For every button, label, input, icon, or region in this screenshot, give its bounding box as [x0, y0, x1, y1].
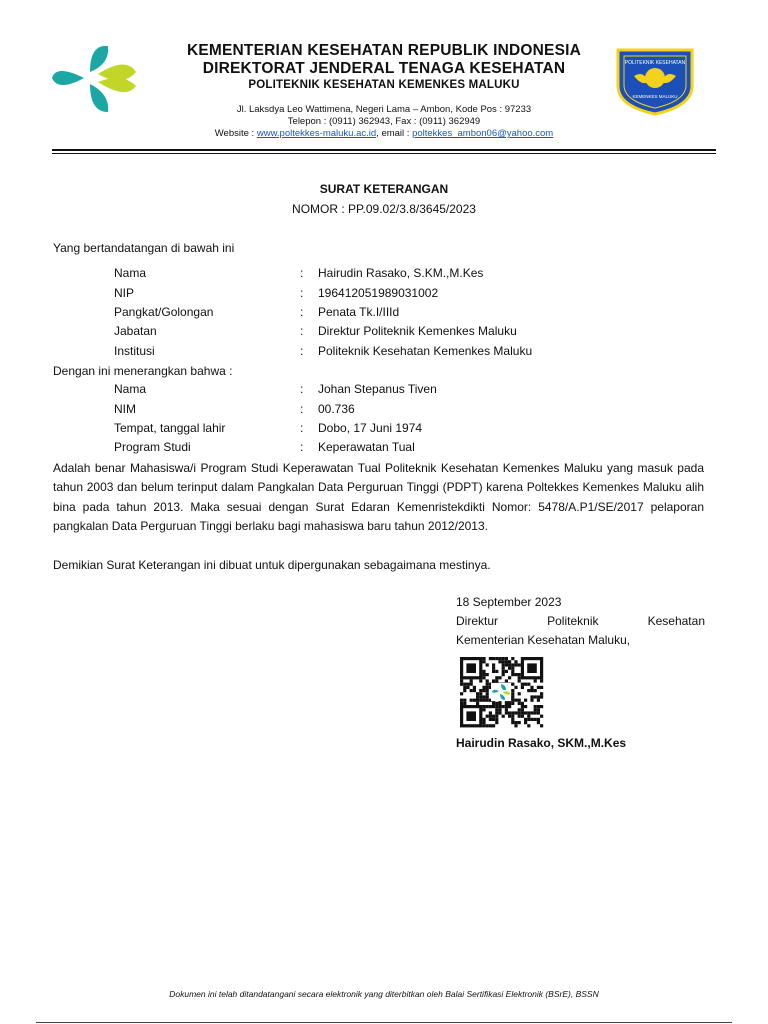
- letter-title: SURAT KETERANGAN: [319, 182, 449, 196]
- signer-position-label: Jabatan: [114, 324, 157, 338]
- signer-institution-label: Institusi: [114, 344, 155, 358]
- email-label: , email :: [376, 128, 413, 139]
- header-directorate: DIREKTORAT JENDERAL TENAGA KESEHATAN: [202, 60, 566, 77]
- field-colon: :: [300, 344, 304, 358]
- field-colon: :: [300, 286, 304, 300]
- student-birth-value: Dobo, 17 Juni 1974: [318, 421, 423, 435]
- field-colon: :: [300, 440, 304, 454]
- website-label: Website :: [214, 128, 257, 139]
- header-ministry: KEMENTERIAN KESEHATAN REPUBLIK INDONESIA: [186, 42, 582, 59]
- statement-text: Dengan ini menerangkan bahwa :: [53, 364, 233, 378]
- seal-text-top: POLITEKNIK KESEHATAN: [624, 60, 686, 66]
- intro-text: Yang bertandatangan di bawah ini: [53, 241, 235, 255]
- header-phone: Telepon : (0911) 362943, Fax : (0911) 362949: [287, 116, 481, 127]
- signer-rank-value: Penata Tk.I/IIId: [318, 305, 400, 319]
- website-link[interactable]: www.poltekkes-maluku.ac.id: [256, 128, 377, 139]
- student-birth-label: Tempat, tanggal lahir: [114, 421, 226, 435]
- signer-nip-value: 196412051989031002: [318, 286, 439, 300]
- signature-position-line2: Kementerian Kesehatan Maluku,: [456, 633, 631, 647]
- header-institution: POLITEKNIK KESEHATAN KEMENKES MALUKU: [248, 79, 520, 91]
- signer-name-value: Hairudin Rasako, S.KM.,M.Kes: [318, 266, 484, 280]
- header-contact: [120, 128, 648, 139]
- header-address: Jl. Laksdya Leo Wattimena, Negeri Lama – Ambon, Kode Pos : 97233: [236, 104, 532, 115]
- field-colon: :: [300, 382, 304, 396]
- signer-name-label: Nama: [114, 266, 147, 280]
- field-colon: :: [300, 402, 304, 416]
- student-name-label: Nama: [114, 382, 147, 396]
- student-nim-value: 00.736: [318, 402, 355, 416]
- signer-nip-label: NIP: [114, 286, 135, 300]
- seal-text-bottom: KEMENKES MALUKU: [632, 94, 678, 99]
- field-colon: :: [300, 324, 304, 338]
- field-colon: :: [300, 266, 304, 280]
- qr-code-icon: [458, 656, 546, 728]
- signer-institution-value: Politeknik Kesehatan Kemenkes Maluku: [318, 344, 533, 358]
- signer-name: Hairudin Rasako, SKM.,M.Kes: [456, 736, 627, 750]
- student-program-value: Keperawatan Tual: [318, 440, 415, 454]
- student-name-value: Johan Stepanus Tiven: [318, 382, 437, 396]
- signer-rank-label: Pangkat/Golongan: [114, 305, 214, 319]
- letter-number: NOMOR : PP.09.02/3.8/3645/2023: [292, 202, 476, 216]
- body-paragraph: Adalah benar Mahasiswa/i Program Studi Keperawatan Tual Politeknik Kesehatan Kemenkes Maluku yang masuk pada tahun 2003 dan belum terinput dalam Pangkalan Data Perguruan Tinggi (PDPT) karena Poltekkes Kemenkes Maluku alih bina pada tahun 2013. Maka sesuai dengan Surat Edaran Kemenristekdikti Nomor: 5478/A.P1/SE/2017 pelaporan pangkalan Data Perguruan Tinggi berlaku bagi mahasiswa baru tahun 2012/2013.: [53, 461, 704, 534]
- footer-divider: [36, 1022, 732, 1023]
- closing-text: Demikian Surat Keterangan ini dibuat untuk dipergunakan sebagaimana mestinya.: [53, 558, 491, 572]
- student-nim-label: NIM: [114, 402, 136, 416]
- field-colon: :: [300, 305, 304, 319]
- signature-date: 18 September 2023: [456, 595, 562, 609]
- email-link[interactable]: poltekkes_ambon06@yahoo.com: [412, 128, 554, 139]
- signature-position-line1: Direktur Politeknik Kesehatan: [456, 614, 705, 628]
- electronic-signature-footer: Dokumen ini telah ditandatangani secara elektronik yang diterbitkan oleh Balai Sertifikasi Elektronik (BSrE), BSSN: [169, 989, 599, 999]
- field-colon: :: [300, 421, 304, 435]
- student-program-label: Program Studi: [114, 440, 191, 454]
- signer-position-value: Direktur Politeknik Kemenkes Maluku: [318, 324, 517, 338]
- header-divider-thin: [52, 153, 716, 154]
- header-divider-thick: [52, 149, 716, 151]
